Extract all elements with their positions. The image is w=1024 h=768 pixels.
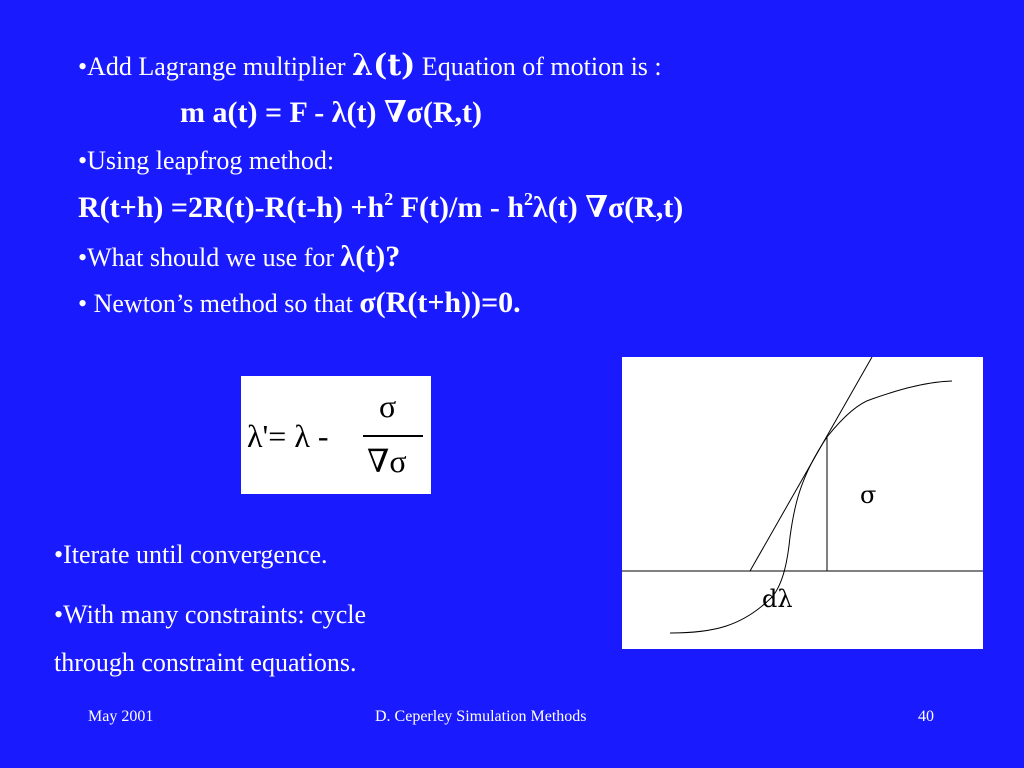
- function-curve: [670, 381, 952, 633]
- lambda-question: λ(t)?: [340, 240, 401, 273]
- newton-method-diagram: [622, 357, 983, 649]
- leapfrog-part1: R(t+h) =2R(t)-R(t-h) +h: [78, 191, 385, 224]
- bullet-newton: [78, 286, 521, 320]
- leapfrog-part2: F(t)/m - h: [393, 191, 525, 224]
- leapfrog-sup2: 2: [524, 189, 534, 209]
- formula-denominator: ∇σ: [367, 443, 407, 479]
- bullet-what-lambda-text: •What should we use for: [78, 243, 341, 272]
- formula-numerator: σ: [379, 388, 397, 424]
- leapfrog-equation: [78, 190, 683, 225]
- fraction-bar: [363, 435, 423, 437]
- bullet-what-lambda: [78, 240, 400, 274]
- lambda-t: λ(t): [352, 48, 416, 83]
- bullet-newton-text: • Newton’s method so that: [78, 289, 360, 318]
- sigma-label: σ: [860, 481, 877, 509]
- newton-condition: σ(R(t+h))=0.: [359, 286, 521, 319]
- bullet-constraints-line1: •With many constraints: cycle: [54, 600, 367, 629]
- bullet-lagrange-text: •Add Lagrange multiplier: [78, 52, 353, 81]
- dlambda-label: dλ: [762, 585, 793, 613]
- bullet-lagrange: [78, 48, 662, 83]
- footer-author: D. Ceperley Simulation Methods: [375, 708, 587, 725]
- bullet-iterate: •Iterate until convergence.: [54, 540, 328, 569]
- bullet-lagrange-text2: Equation of motion is :: [415, 52, 662, 81]
- bullet-leapfrog: •Using leapfrog method:: [78, 146, 335, 175]
- leapfrog-part3: λ(t) ∇σ(R,t): [533, 191, 684, 224]
- footer-page-number: 40: [918, 708, 934, 725]
- newton-update-formula: [241, 376, 431, 494]
- formula-lhs: λ'= λ -: [247, 418, 329, 454]
- equation-of-motion: m a(t) = F - λ(t) ∇σ(R,t): [180, 96, 483, 129]
- bullet-constraints-line2: through constraint equations.: [54, 648, 357, 677]
- leapfrog-sup1: 2: [384, 189, 394, 209]
- newton-diagram-svg: [622, 357, 983, 649]
- footer-date: May 2001: [88, 708, 154, 725]
